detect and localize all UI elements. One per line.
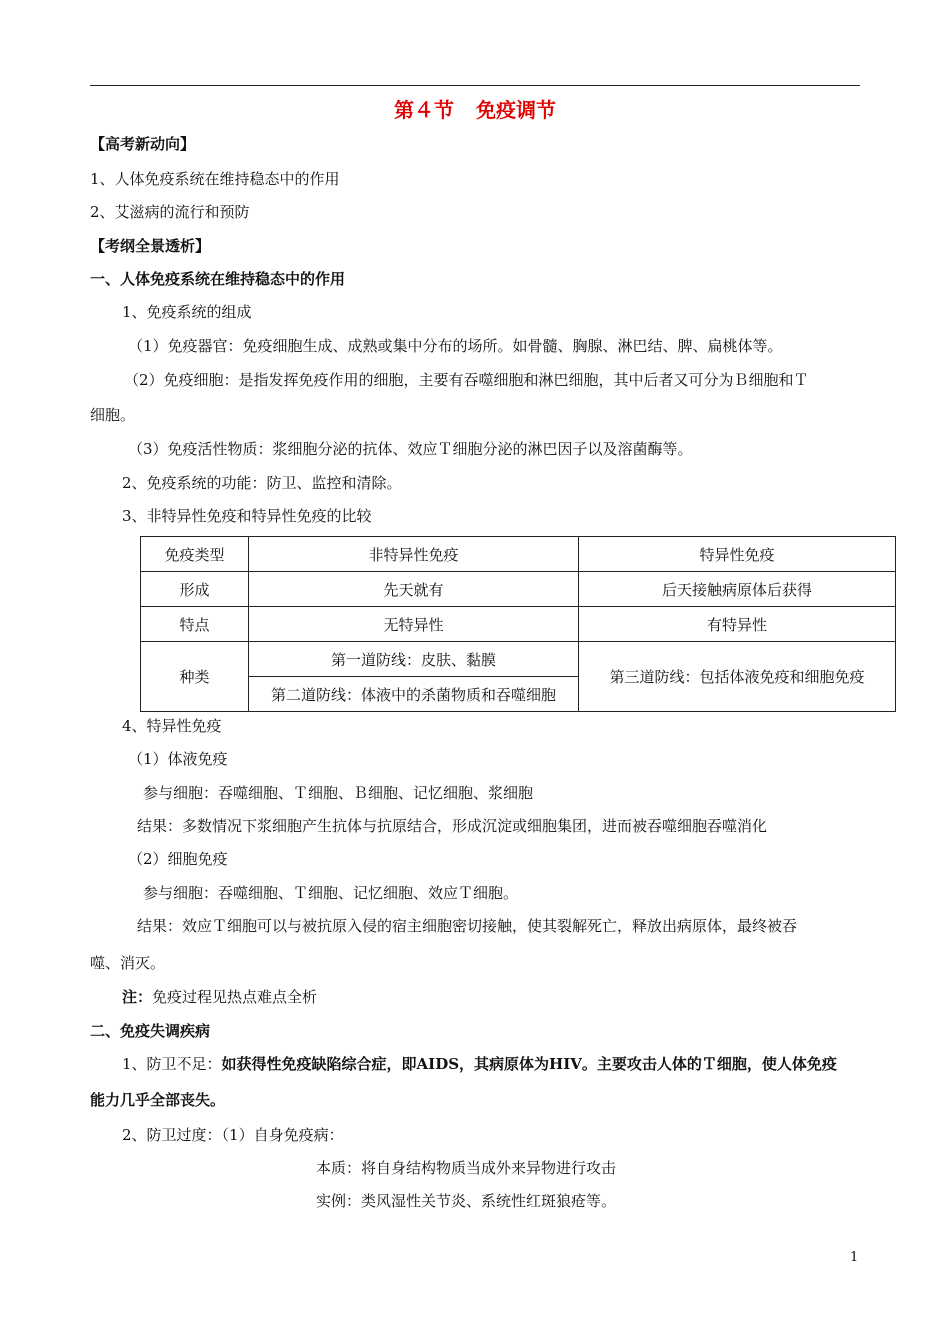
table-row: [141, 572, 896, 607]
table-cell: 先天就有: [249, 572, 579, 607]
table-cell: 无特异性: [249, 607, 579, 642]
outline-heading: 【考纲全景透析】: [90, 237, 211, 255]
note: [122, 987, 317, 1007]
table-cell: 特点: [141, 607, 249, 642]
part2-heading: 二、免疫失调疾病: [90, 1022, 211, 1040]
immune-active-substances: （3）免疫活性物质：浆细胞分泌的抗体、效应Ｔ细胞分泌的淋巴因子以及溶菌酶等。: [128, 440, 693, 458]
table-cell: 种类: [141, 642, 249, 712]
table-cell: 第一道防线：皮肤、黏膜: [249, 642, 579, 677]
humoral-cells: 参与细胞：吞噬细胞、Ｔ细胞、Ｂ细胞、记忆细胞、浆细胞: [143, 784, 534, 802]
table-row: [141, 642, 896, 677]
cellular-immunity-heading: （2）细胞免疫: [128, 850, 228, 868]
defense-deficiency-prefix: 1、防卫不足：: [122, 1055, 222, 1073]
cellular-cells: 参与细胞：吞噬细胞、Ｔ细胞、记忆细胞、效应Ｔ细胞。: [143, 884, 519, 902]
trends-heading: 【高考新动向】: [90, 135, 196, 153]
defense-deficiency-line2: 能力几乎全部丧失。: [90, 1091, 226, 1109]
table-cell: 有特异性: [579, 607, 896, 642]
humoral-result: 结果：多数情况下浆细胞产生抗体与抗原结合，形成沉淀或细胞集团，进而被吞噬细胞吞噬消化: [137, 817, 768, 835]
note-label: 注：: [122, 988, 153, 1006]
table-cell: 第三道防线：包括体液免疫和细胞免疫: [579, 642, 896, 712]
immunity-comparison-table: [140, 536, 896, 712]
autoimmune-essence: 本质：将自身结构物质当成外来异物进行攻击: [316, 1159, 617, 1177]
page-number: 1: [850, 1250, 859, 1265]
table-cell: 形成: [141, 572, 249, 607]
defense-deficiency-text: 如获得性免疫缺陷综合症，即AIDS，其病原体为HIV。主要攻击人体的Ｔ细胞，使人体免疫: [221, 1055, 837, 1073]
immune-cells-line2: 细胞。: [90, 406, 136, 424]
autoimmune-example: 实例：类风湿性关节炎、系统性红斑狼疮等。: [316, 1192, 617, 1210]
specific-immunity-heading: 4、特异性免疫: [122, 717, 222, 735]
comparison-heading: 3、非特异性免疫和特异性免疫的比较: [122, 507, 372, 525]
table-row: [141, 607, 896, 642]
defense-excess: 2、防卫过度：（1）自身免疫病：: [122, 1126, 344, 1144]
cellular-result-line1: 结果：效应Ｔ细胞可以与被抗原入侵的宿主细胞密切接触，使其裂解死亡，释放出病原体，最终被吞: [137, 917, 798, 935]
trend-item-1: 1、人体免疫系统在维持稳态中的作用: [90, 170, 340, 188]
page-title: 第４节 免疫调节: [394, 98, 556, 122]
table-cell: 特异性免疫: [579, 537, 896, 572]
table-cell: 后天接触病原体后获得: [579, 572, 896, 607]
defense-deficiency-line1: [122, 1054, 837, 1074]
immune-system-function: 2、免疫系统的功能：防卫、监控和清除。: [122, 474, 402, 492]
immune-cells-line1: （2）免疫细胞：是指发挥免疫作用的细胞，主要有吞噬细胞和淋巴细胞，其中后者又可分为Ｂ细胞和Ｔ: [124, 371, 809, 389]
table-cell: 免疫类型: [141, 537, 249, 572]
header-rule: [90, 85, 860, 86]
note-text: 免疫过程见热点难点全析: [152, 988, 318, 1006]
part1-heading: 一、人体免疫系统在维持稳态中的作用: [90, 270, 346, 288]
immune-organs: （1）免疫器官：免疫细胞生成、成熟或集中分布的场所。如骨髓、胸腺、淋巴结、脾、扁桃体等。: [128, 337, 783, 355]
trend-item-2: 2、艾滋病的流行和预防: [90, 203, 250, 221]
cellular-result-line2: 噬、消灭。: [90, 954, 166, 972]
table-cell: 非特异性免疫: [249, 537, 579, 572]
table-cell: 第二道防线：体液中的杀菌物质和吞噬细胞: [249, 677, 579, 712]
immune-system-composition: 1、免疫系统的组成: [122, 303, 252, 321]
humoral-immunity-heading: （1）体液免疫: [128, 750, 228, 768]
table-row: [141, 537, 896, 572]
